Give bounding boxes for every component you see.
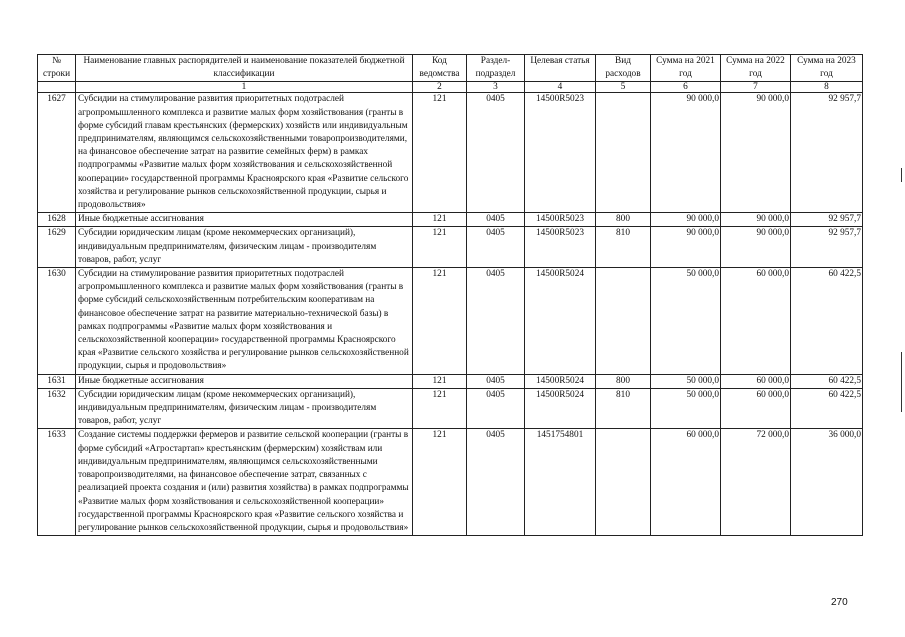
row-expense-type: 810	[596, 227, 651, 268]
row-target: 14500R5024	[525, 268, 596, 375]
table-row	[38, 93, 863, 213]
row-target: 1451754801	[525, 429, 596, 536]
row-sum-2022: 60 000,0	[721, 388, 791, 429]
row-number: 1632	[38, 388, 76, 429]
row-dept-code: 121	[413, 268, 467, 375]
table-row	[38, 268, 863, 375]
header-target: Целевая статья	[525, 55, 596, 82]
header-row-no: № строки	[38, 55, 76, 82]
row-sum-2023: 36 000,0	[791, 429, 863, 536]
table-row	[38, 227, 863, 268]
row-dept-code: 121	[413, 429, 467, 536]
column-number: 1	[76, 82, 413, 93]
row-name: Создание системы поддержки фермеров и развитие сельской кооперации (гранты в форме субсидий «Агростартап» крестьянским (фермерским) хозяйствам или индивидуальным предпринимателям, являющимся сельскохозяйственными товаропроизводителями, на финансовое обеспечение затрат, связанных с реализацией проекта создания и (или) развития хозяйства) в рамках подпрограммы «Развитие малых форм хозяйствования и сельскохозяйственной кооперации» государственной программы Красноярского края «Развитие сельского хозяйства и регулирование рынков сельскохозяйственной продукции, сырья и продовольствия»	[76, 429, 413, 536]
scan-edge-mark	[901, 168, 902, 182]
header-dept-code: Код ведомства	[413, 55, 467, 82]
row-dept-code: 121	[413, 388, 467, 429]
row-name: Субсидии на стимулирование развития приоритетных подотраслей агропромышленного комплекса и развитие малых форм хозяйствования (гранты в форме субсидий главам крестьянских (фермерских) хозяйств или индивидуальным предпринимателям, являющимся сельскохозяйственными товаропроизводителями, на финансовое обеспечение затрат на развитие семейных ферм) в рамках подпрограммы «Развитие малых форм хозяйствования и сельскохозяйственной кооперации» государственной программы Красноярского края «Развитие сельского хозяйства и регулирование рынков сельскохозяйственной продукции, сырья и продовольствия»	[76, 93, 413, 213]
row-expense-type	[596, 268, 651, 375]
row-dept-code: 121	[413, 374, 467, 388]
column-number	[38, 82, 76, 93]
column-number: 4	[525, 82, 596, 93]
row-dept-code: 121	[413, 93, 467, 213]
row-sum-2023: 60 422,5	[791, 388, 863, 429]
header-sum-2022: Сумма на 2022 год	[721, 55, 791, 82]
row-sum-2021: 50 000,0	[651, 268, 721, 375]
row-sum-2022: 90 000,0	[721, 213, 791, 227]
row-target: 14500R5023	[525, 93, 596, 213]
row-sum-2021: 50 000,0	[651, 388, 721, 429]
row-sum-2021: 90 000,0	[651, 227, 721, 268]
table-row	[38, 388, 863, 429]
header-name: Наименование главных распорядителей и наименование показателей бюджетной классификации	[76, 55, 413, 82]
column-number: 6	[651, 82, 721, 93]
row-expense-type: 800	[596, 213, 651, 227]
table-row	[38, 429, 863, 536]
row-sum-2022: 90 000,0	[721, 227, 791, 268]
column-number: 2	[413, 82, 467, 93]
row-target: 14500R5024	[525, 374, 596, 388]
row-sum-2023: 92 957,7	[791, 93, 863, 213]
row-section: 0405	[467, 213, 525, 227]
row-dept-code: 121	[413, 227, 467, 268]
column-number: 7	[721, 82, 791, 93]
table-row	[38, 374, 863, 388]
row-number: 1630	[38, 268, 76, 375]
row-sum-2022: 90 000,0	[721, 93, 791, 213]
row-target: 14500R5023	[525, 227, 596, 268]
row-expense-type: 810	[596, 388, 651, 429]
row-sum-2022: 72 000,0	[721, 429, 791, 536]
row-name: Субсидии на стимулирование развития приоритетных подотраслей агропромышленного комплекса и развитие малых форм хозяйствования (гранты в форме субсидий сельскохозяйственным потребительским кооперативам на финансовое обеспечение затрат на развитие материально-технической базы) в рамках подпрограммы «Развитие малых форм хозяйствования и сельскохозяйственной кооперации» государственной программы Красноярского края «Развитие сельского хозяйства и регулирование рынков сельскохозяйственной продукции, сырья и продовольствия»	[76, 268, 413, 375]
row-dept-code: 121	[413, 213, 467, 227]
row-number: 1631	[38, 374, 76, 388]
row-number: 1629	[38, 227, 76, 268]
row-section: 0405	[467, 227, 525, 268]
row-name: Иные бюджетные ассигнования	[76, 213, 413, 227]
row-sum-2021: 90 000,0	[651, 93, 721, 213]
row-section: 0405	[467, 268, 525, 375]
column-number-row	[38, 82, 863, 93]
row-number: 1627	[38, 93, 76, 213]
header-section: Раздел-подраздел	[467, 55, 525, 82]
row-expense-type	[596, 429, 651, 536]
column-number: 8	[791, 82, 863, 93]
header-expense-type: Вид расходов	[596, 55, 651, 82]
page-number: 270	[831, 597, 848, 608]
row-name: Субсидии юридическим лицам (кроме некоммерческих организаций), индивидуальным предпринимателям, физическим лицам - производителям товаров, работ, услуг	[76, 227, 413, 268]
table-header-row	[38, 55, 863, 82]
row-expense-type	[596, 93, 651, 213]
column-number: 3	[467, 82, 525, 93]
scan-edge-mark	[901, 352, 902, 412]
row-section: 0405	[467, 388, 525, 429]
budget-table	[37, 54, 863, 536]
row-section: 0405	[467, 429, 525, 536]
header-sum-2023: Сумма на 2023 год	[791, 55, 863, 82]
row-number: 1628	[38, 213, 76, 227]
row-sum-2023: 60 422,5	[791, 268, 863, 375]
row-name: Субсидии юридическим лицам (кроме некоммерческих организаций), индивидуальным предпринимателям, физическим лицам - производителям товаров, работ, услуг	[76, 388, 413, 429]
row-section: 0405	[467, 374, 525, 388]
row-name: Иные бюджетные ассигнования	[76, 374, 413, 388]
column-number: 5	[596, 82, 651, 93]
row-sum-2022: 60 000,0	[721, 374, 791, 388]
row-sum-2021: 60 000,0	[651, 429, 721, 536]
row-number: 1633	[38, 429, 76, 536]
row-sum-2021: 50 000,0	[651, 374, 721, 388]
budget-document	[37, 54, 862, 536]
row-sum-2023: 60 422,5	[791, 374, 863, 388]
row-target: 14500R5024	[525, 388, 596, 429]
row-sum-2023: 92 957,7	[791, 227, 863, 268]
row-section: 0405	[467, 93, 525, 213]
row-expense-type: 800	[596, 374, 651, 388]
row-sum-2022: 60 000,0	[721, 268, 791, 375]
row-sum-2021: 90 000,0	[651, 213, 721, 227]
row-sum-2023: 92 957,7	[791, 213, 863, 227]
row-target: 14500R5023	[525, 213, 596, 227]
header-sum-2021: Сумма на 2021 год	[651, 55, 721, 82]
table-row	[38, 213, 863, 227]
